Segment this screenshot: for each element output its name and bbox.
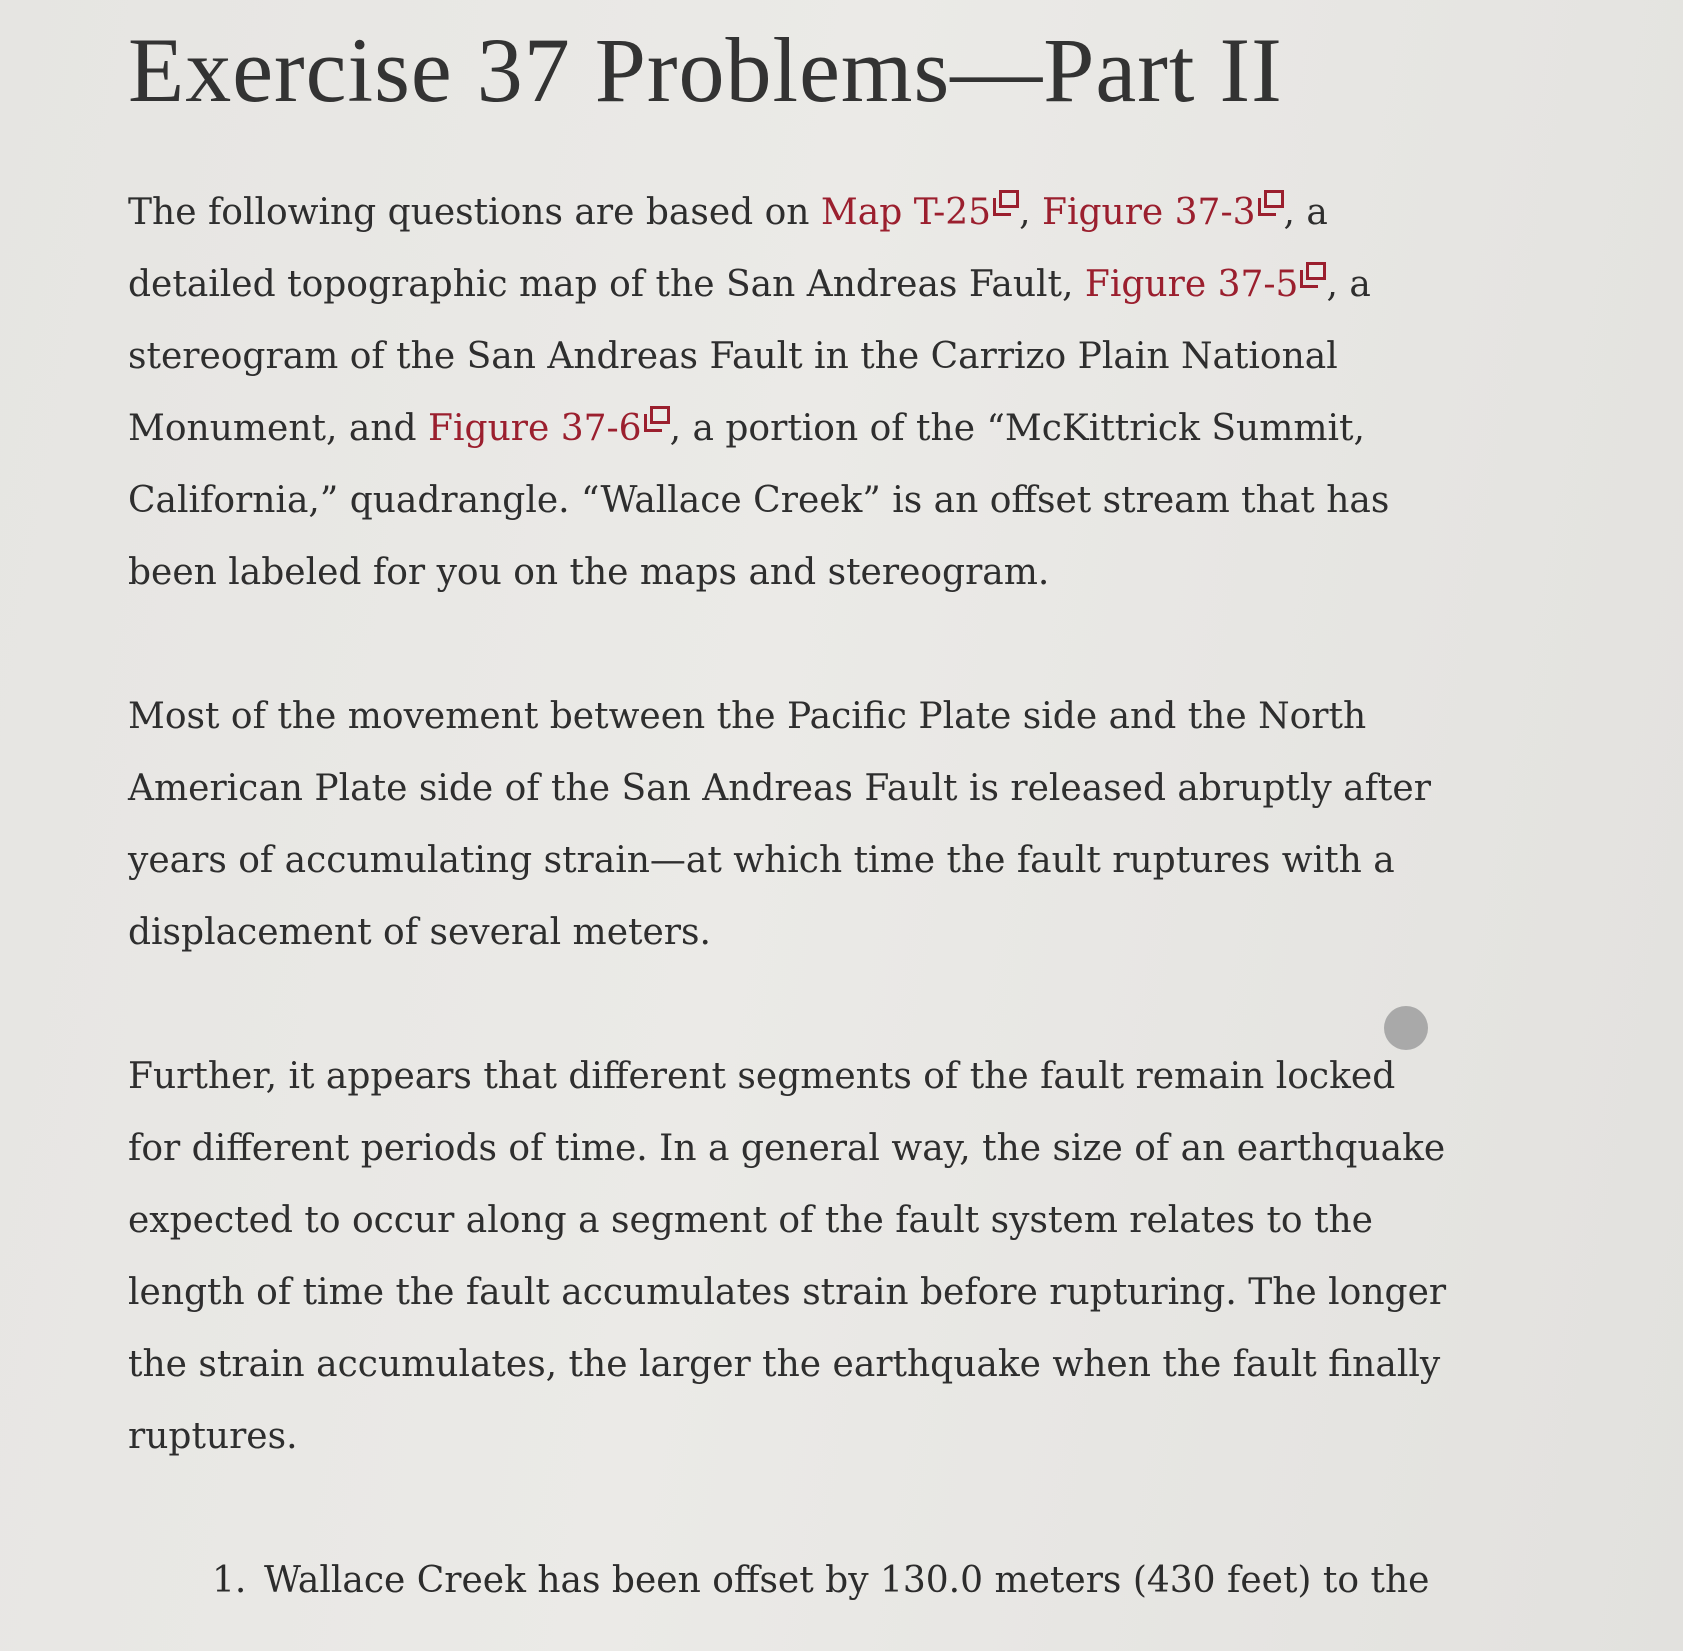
strain-paragraph: Most of the movement between the Pacific Plate side and the North American Plate side of the San Andreas Fault is released abruptly after years of accumulating strain—at which time the fault ruptures with a displacement of several meters. — [128, 696, 1431, 954]
link-figure-37-3-label: Figure 37-3 — [1041, 192, 1256, 234]
segments-paragraph: Further, it appears that different segments of the fault remain locked for different periods of time. In a general way, the size of an earthquake expected to occur along a segment of the fault system relates to the length of time the fault accumulates strain before rupturing. The longer the strain accumulates, the larger the earthquake when the fault finally ruptures. — [128, 1056, 1447, 1458]
page-title: Exercise 37 Problems—Part II — [128, 19, 1283, 121]
link-figure-37-5-label: Figure 37-5 — [1084, 264, 1299, 306]
link-map-t-25-label: Map T-25 — [820, 192, 992, 234]
link-figure-37-6[interactable] — [428, 408, 670, 449]
intro-text-5: , a portion of the “McKittrick Summit, California,” quadrangle. “Wallace Creek” is an offset stream that has been labeled for you on the maps and stereogram. — [128, 408, 1390, 594]
popout-icon — [1300, 262, 1326, 288]
link-figure-37-5[interactable] — [1085, 264, 1327, 305]
question-number: 1. — [212, 1560, 247, 1602]
intro-text-1: The following questions are based on — [128, 192, 821, 234]
intro-paragraph — [128, 177, 1458, 609]
intro-text-3: , a detailed topographic map of the San Andreas Fault, — [128, 192, 1328, 306]
link-figure-37-3[interactable] — [1042, 192, 1284, 233]
intro-text-2: , — [1019, 192, 1042, 234]
scroll-indicator[interactable] — [1384, 1006, 1428, 1050]
list-item — [212, 1545, 1458, 1617]
popout-icon — [993, 190, 1019, 216]
intro-text-4: , a stereogram of the San Andreas Fault in the Carrizo Plain National Monument, and — [128, 264, 1371, 450]
popout-icon — [1258, 190, 1284, 216]
question-list — [128, 1545, 1458, 1617]
link-figure-37-6-label: Figure 37-6 — [428, 408, 642, 450]
page — [128, 20, 1458, 1617]
question-text: Wallace Creek has been offset by 130.0 meters (430 feet) to the — [264, 1560, 1430, 1602]
popout-icon — [644, 406, 670, 432]
link-map-t-25[interactable] — [821, 192, 1019, 233]
